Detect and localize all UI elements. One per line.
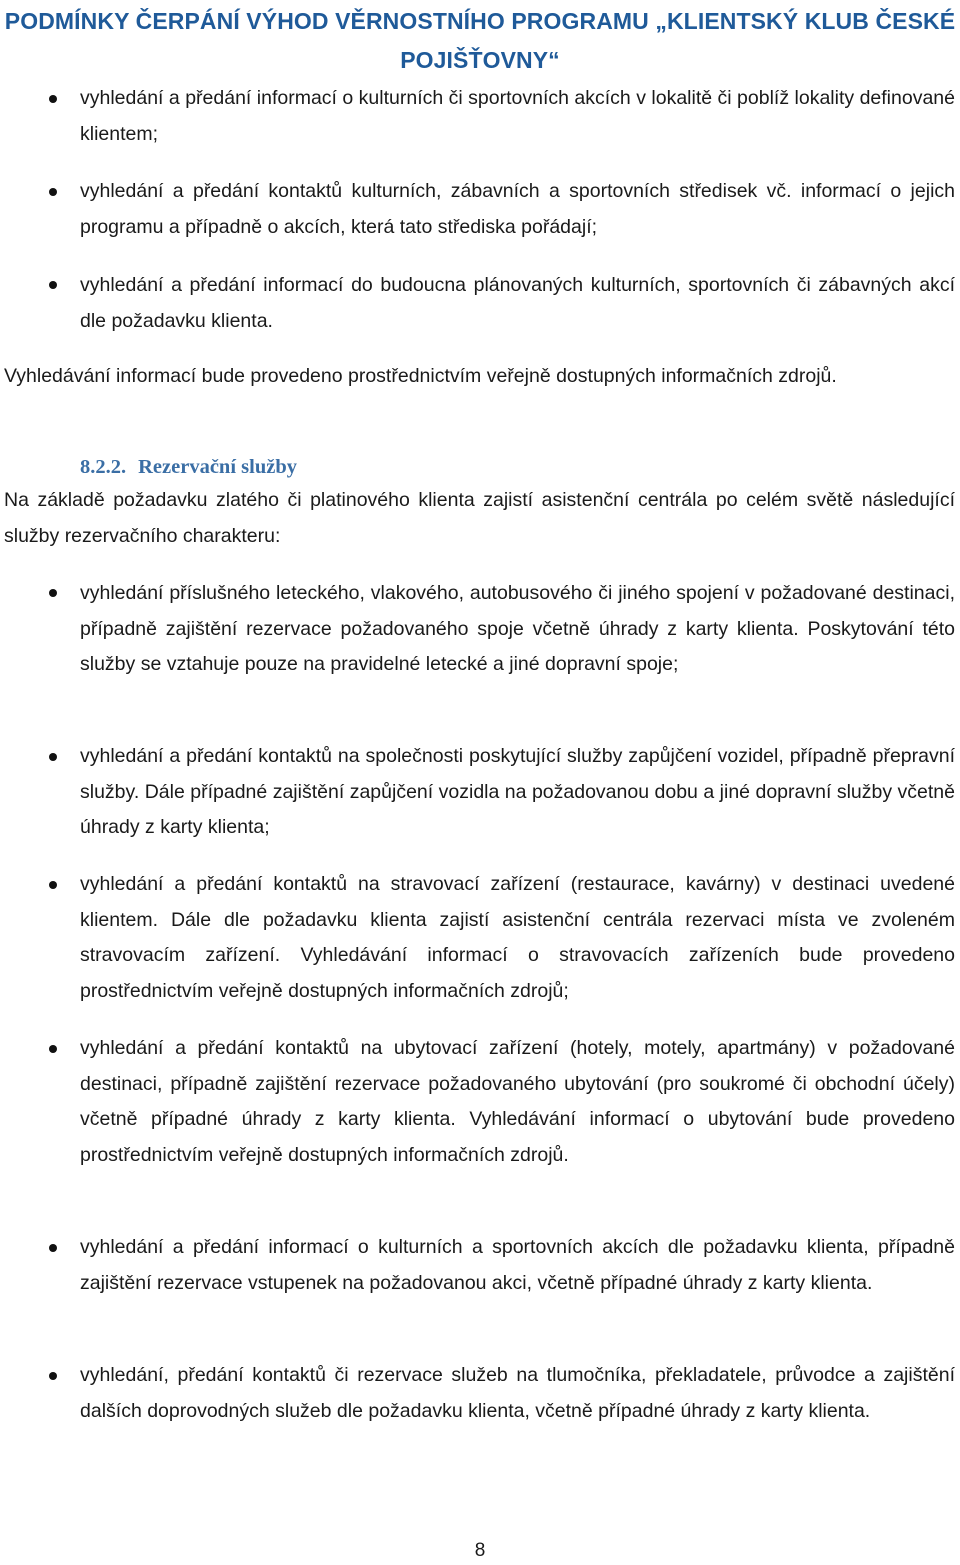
note-paragraph: Vyhledávání informací bude provedeno prostřednictvím veřejně dostupných informačních zdrojů. xyxy=(4,365,837,387)
section-heading xyxy=(80,450,297,484)
list-item: vyhledání příslušného leteckého, vlakového, autobusového či jiného spojení v požadované destinaci, případně zajištění rezervace požadovaného spoje včetně úhrady z karty klienta. Poskytování této služby se vztahuje pouze na pravidelné letecké a jiné dopravní spoje; xyxy=(80,582,955,675)
list-item: vyhledání a předání kontaktů na ubytovací zařízení (hotely, motely, apartmány) v požadované destinaci, případně zajištění rezervace požadovaného ubytování (pro soukromé či obchodní účely) včetně případné úhrady z karty klienta. Vyhledávání informací o ubytování bude provedeno prostřednictvím veřejně dostupných informačních zdrojů. xyxy=(80,1037,955,1166)
bullet-marker xyxy=(49,1045,57,1053)
section-number: 8.2.2. xyxy=(80,456,127,478)
bullet-marker xyxy=(49,753,57,761)
bullet-marker xyxy=(49,1372,57,1380)
page-number: 8 xyxy=(474,1540,486,1561)
bullet-marker xyxy=(49,589,57,597)
bullet-marker xyxy=(49,281,57,289)
bullet-marker xyxy=(49,95,57,103)
document-title: PODMÍNKY ČERPÁNÍ VÝHOD VĚRNOSTNÍHO PROGRAMU „KLIENTSKÝ KLUB ČESKÉ POJIŠŤOVNY“ xyxy=(4,8,956,73)
list-item: vyhledání a předání informací o kulturních a sportovních akcích dle požadavku klienta, případně zajištění rezervace vstupenek na požadovanou akci, včetně případné úhrady z karty klienta. xyxy=(80,1236,955,1294)
list-item: vyhledání a předání kontaktů na společnosti poskytující služby zapůjčení vozidel, případně přepravní služby. Dále případné zajištění zapůjčení vozidla na požadovanou dobu a jiné dopravní služby včetně úhrady z karty klienta; xyxy=(80,745,955,838)
list-item: vyhledání a předání kontaktů kulturních, zábavních a sportovních středisek vč. informací o jejich programu a případně o akcích, která tato střediska pořádají; xyxy=(80,180,955,238)
bullet-marker xyxy=(49,881,57,889)
list-item: vyhledání a předání kontaktů na stravovací zařízení (restaurace, kavárny) v destinaci uvedené klientem. Dále dle požadavku klienta zajistí asistenční centrála rezervaci místa ve zvoleném stravovacím zařízení. Vyhledávání informací o stravovacích zařízeních bude provedeno prostřednictvím veřejně dostupných informačních zdrojů; xyxy=(80,873,955,1002)
list-item: vyhledání a předání informací do budoucna plánovaných kulturních, sportovních či zábavných akcí dle požadavku klienta. xyxy=(80,274,955,332)
list-item: vyhledání a předání informací o kulturních či sportovních akcích v lokalitě či poblíž lokality definované klientem; xyxy=(80,87,955,145)
section-title: Rezervační služby xyxy=(138,456,297,478)
bullet-marker xyxy=(49,1244,57,1252)
bullet-marker xyxy=(49,188,57,196)
list-item: vyhledání, předání kontaktů či rezervace služeb na tlumočníka, překladatele, průvodce a zajištění dalších doprovodných služeb dle požadavku klienta, včetně případné úhrady z karty klienta. xyxy=(80,1364,955,1422)
section-intro: Na základě požadavku zlatého či platinového klienta zajistí asistenční centrála po celém světě následující služby rezervačního charakteru: xyxy=(4,489,955,547)
